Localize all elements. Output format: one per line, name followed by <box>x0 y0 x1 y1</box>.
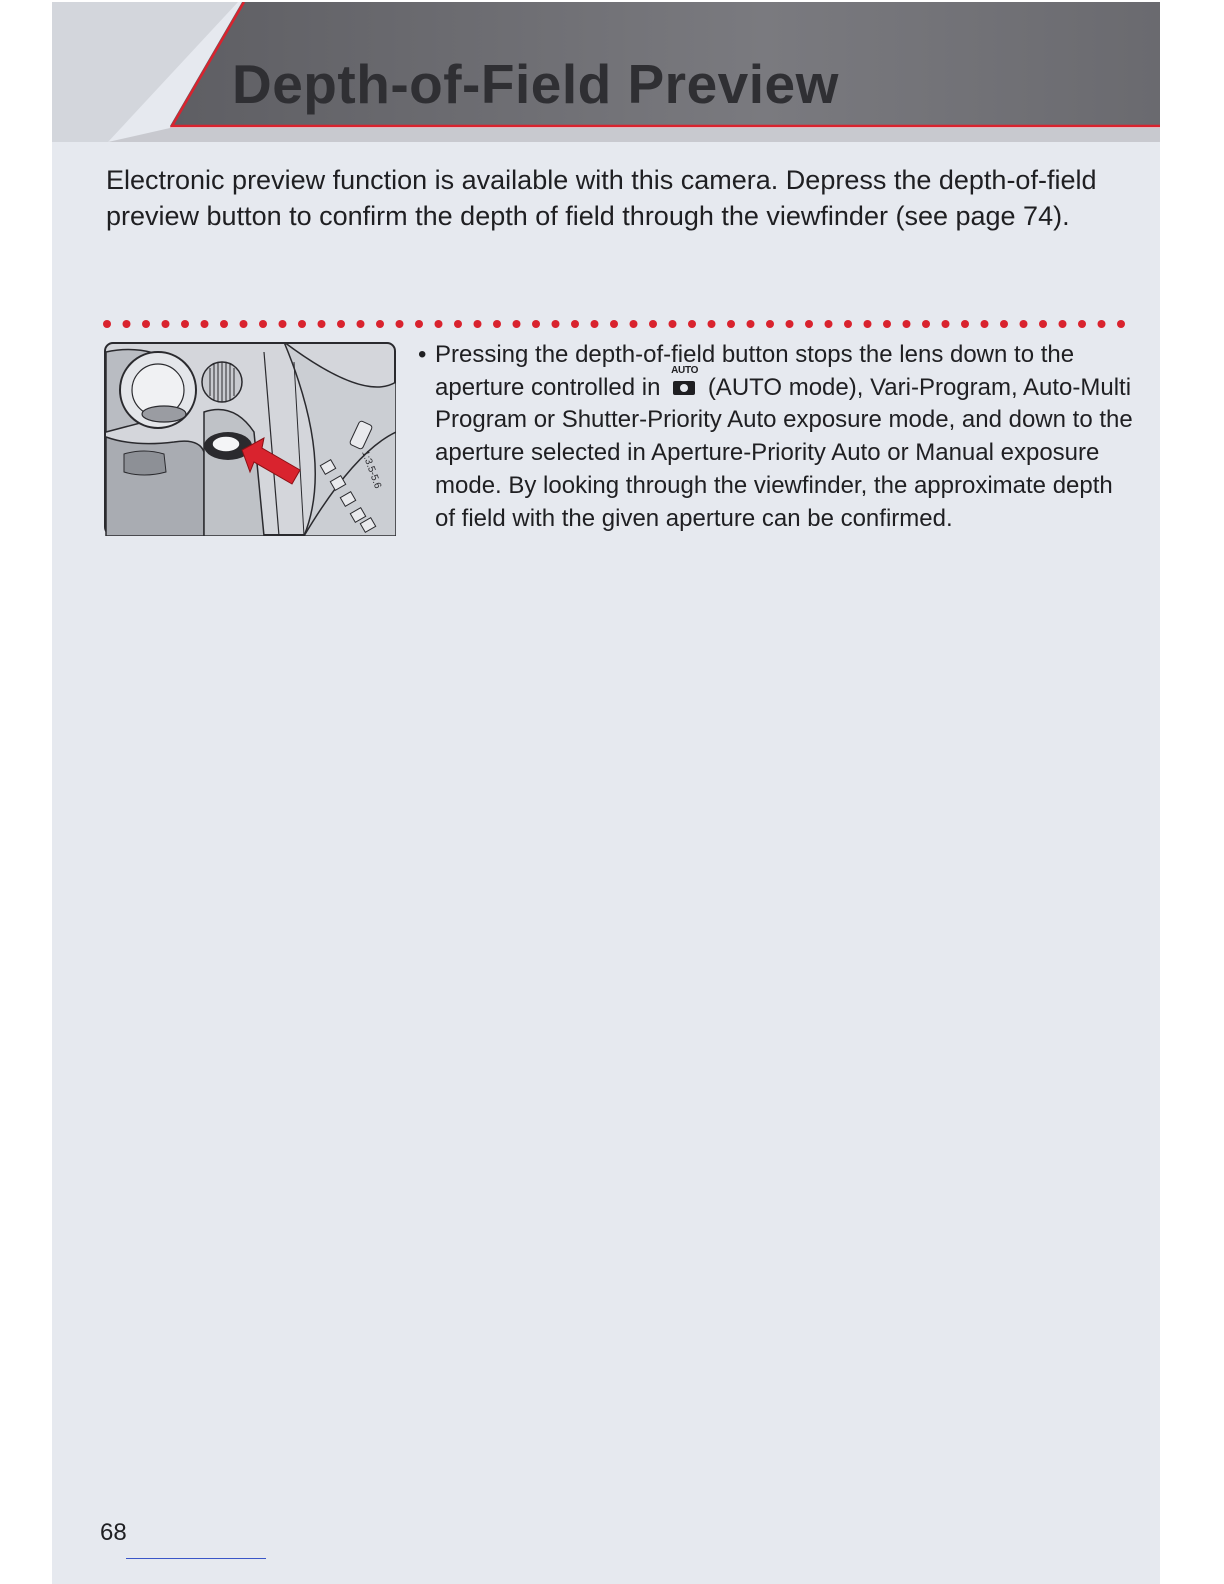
auto-mode-camera-icon <box>669 364 699 398</box>
divider-dot <box>337 320 345 328</box>
divider-dot <box>435 320 443 328</box>
bullet-list <box>418 339 1138 535</box>
divider-dot <box>825 320 833 328</box>
divider-dot <box>630 320 638 328</box>
divider-dot <box>181 320 189 328</box>
divider-dot <box>220 320 228 328</box>
divider-dot <box>240 320 248 328</box>
divider-dot <box>727 320 735 328</box>
divider-dot <box>493 320 501 328</box>
divider-dot <box>708 320 716 328</box>
divider-dot <box>1078 320 1086 328</box>
divider-dot <box>591 320 599 328</box>
divider-dot <box>1117 320 1125 328</box>
divider-dot <box>279 320 287 328</box>
section-header-banner <box>52 2 1160 144</box>
divider-dot <box>786 320 794 328</box>
divider-dot <box>396 320 404 328</box>
divider-dot <box>669 320 677 328</box>
divider-dot <box>201 320 209 328</box>
divider-dot <box>454 320 462 328</box>
divider-dot <box>552 320 560 328</box>
divider-dot <box>142 320 150 328</box>
divider-dot <box>649 320 657 328</box>
divider-dot <box>688 320 696 328</box>
manual-page <box>52 2 1160 1584</box>
divider-dot <box>864 320 872 328</box>
divider-dot <box>942 320 950 328</box>
divider-dot <box>1098 320 1106 328</box>
divider-dot <box>318 320 326 328</box>
divider-dot <box>1020 320 1028 328</box>
divider-dot <box>922 320 930 328</box>
auto-icon-label: AUTO <box>671 364 699 376</box>
divider-dot <box>981 320 989 328</box>
divider-dot <box>1039 320 1047 328</box>
divider-dot <box>513 320 521 328</box>
bullet-text-part1: Pressing the depth-of-field button stops the lens down to the aperture controlled in <box>435 341 1075 401</box>
camera-icon <box>673 381 695 395</box>
depth-of-field-button-illustration <box>104 342 396 536</box>
page-title: Depth-of-Field Preview <box>232 53 839 115</box>
divider-dot <box>415 320 423 328</box>
dotted-divider <box>102 316 1136 332</box>
lens-marking: 1:3.5-5.6 <box>359 449 384 491</box>
divider-dot <box>1000 320 1008 328</box>
divider-dot <box>883 320 891 328</box>
divider-dot <box>259 320 267 328</box>
footer-rule <box>126 1558 266 1559</box>
divider-dot <box>123 320 131 328</box>
divider-dot <box>844 320 852 328</box>
divider-dot <box>766 320 774 328</box>
divider-dot <box>1059 320 1067 328</box>
divider-dot <box>162 320 170 328</box>
divider-dot <box>103 320 111 328</box>
intro-paragraph: Electronic preview function is available with this camera. Depress the depth-of-field preview button to confirm the depth of field through the viewfinder (see page 74). <box>106 165 1097 231</box>
divider-dot <box>903 320 911 328</box>
divider-dot <box>376 320 384 328</box>
divider-dot <box>474 320 482 328</box>
page-number: 68 <box>100 1519 127 1546</box>
divider-dot <box>747 320 755 328</box>
divider-dot <box>610 320 618 328</box>
bullet-text-part2: (AUTO mode), Vari-Program, Auto-Multi Program or Shutter-Priority Auto exposure mode, and down to the aperture selected in Aperture-Priority Auto or Manual exposure mode. By looking through the viewfinder, the approximate depth of field with the given aperture can be confirmed. <box>435 373 1133 532</box>
bullet-dot: • <box>418 341 427 368</box>
divider-dot <box>961 320 969 328</box>
divider-dot <box>532 320 540 328</box>
list-item <box>418 339 1138 535</box>
divider-dot <box>357 320 365 328</box>
divider-dot <box>805 320 813 328</box>
divider-dot <box>298 320 306 328</box>
divider-dot <box>571 320 579 328</box>
